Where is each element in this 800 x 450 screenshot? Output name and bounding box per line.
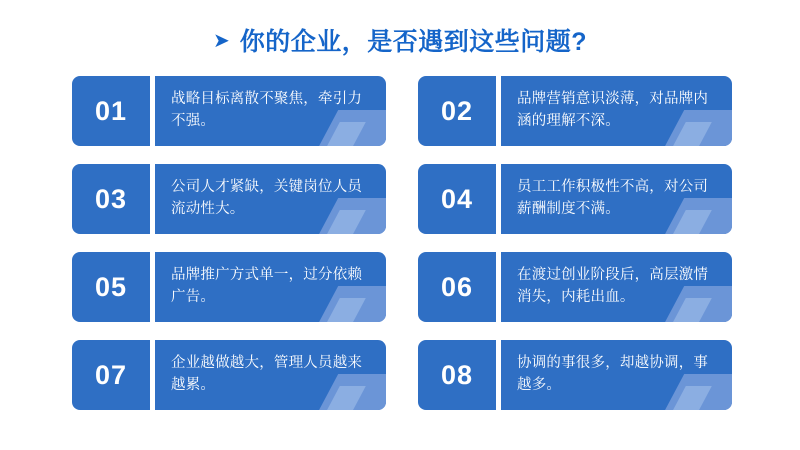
card-number: 06 bbox=[418, 252, 496, 322]
card-notch bbox=[496, 164, 501, 234]
card-body bbox=[501, 252, 732, 322]
card-notch bbox=[496, 340, 501, 410]
card-notch bbox=[496, 252, 501, 322]
problem-card bbox=[72, 164, 386, 234]
card-label: 协调的事很多，却越协调，事越多。 bbox=[517, 355, 709, 393]
page-title-text: 你的企业，是否遇到这些问题? bbox=[239, 28, 588, 56]
problem-card bbox=[72, 340, 386, 410]
card-notch bbox=[150, 252, 155, 322]
card-number: 07 bbox=[72, 340, 150, 410]
card-label: 品牌推广方式单一，过分依赖广告。 bbox=[171, 267, 363, 305]
problem-card-grid bbox=[72, 76, 732, 410]
problem-card bbox=[72, 76, 386, 146]
problem-card bbox=[418, 164, 732, 234]
card-body bbox=[155, 164, 386, 234]
card-body bbox=[501, 340, 732, 410]
card-number: 08 bbox=[418, 340, 496, 410]
problem-card bbox=[418, 252, 732, 322]
chevron-right-bullet-icon: ➤ bbox=[212, 30, 230, 52]
card-body bbox=[155, 340, 386, 410]
card-label: 品牌营销意识淡薄，对品牌内涵的理解不深。 bbox=[517, 91, 709, 129]
card-body bbox=[501, 164, 732, 234]
card-label: 企业越做越大，管理人员越来越累。 bbox=[171, 355, 363, 393]
card-number: 02 bbox=[418, 76, 496, 146]
problem-card bbox=[418, 340, 732, 410]
problem-card bbox=[72, 252, 386, 322]
card-label: 公司人才紧缺，关键岗位人员流动性大。 bbox=[171, 179, 363, 217]
page-title bbox=[0, 22, 800, 58]
card-number: 01 bbox=[72, 76, 150, 146]
card-notch bbox=[150, 76, 155, 146]
card-number: 05 bbox=[72, 252, 150, 322]
card-body bbox=[155, 76, 386, 146]
card-body bbox=[501, 76, 732, 146]
card-notch bbox=[150, 164, 155, 234]
problem-card bbox=[418, 76, 732, 146]
card-number: 03 bbox=[72, 164, 150, 234]
card-number: 04 bbox=[418, 164, 496, 234]
card-notch bbox=[150, 340, 155, 410]
card-body bbox=[155, 252, 386, 322]
card-label: 在渡过创业阶段后，高层激情消失，内耗出血。 bbox=[517, 267, 709, 305]
card-notch bbox=[496, 76, 501, 146]
card-label: 战略目标离散不聚焦，牵引力不强。 bbox=[171, 91, 363, 129]
card-label: 员工工作积极性不高，对公司薪酬制度不满。 bbox=[517, 179, 709, 217]
